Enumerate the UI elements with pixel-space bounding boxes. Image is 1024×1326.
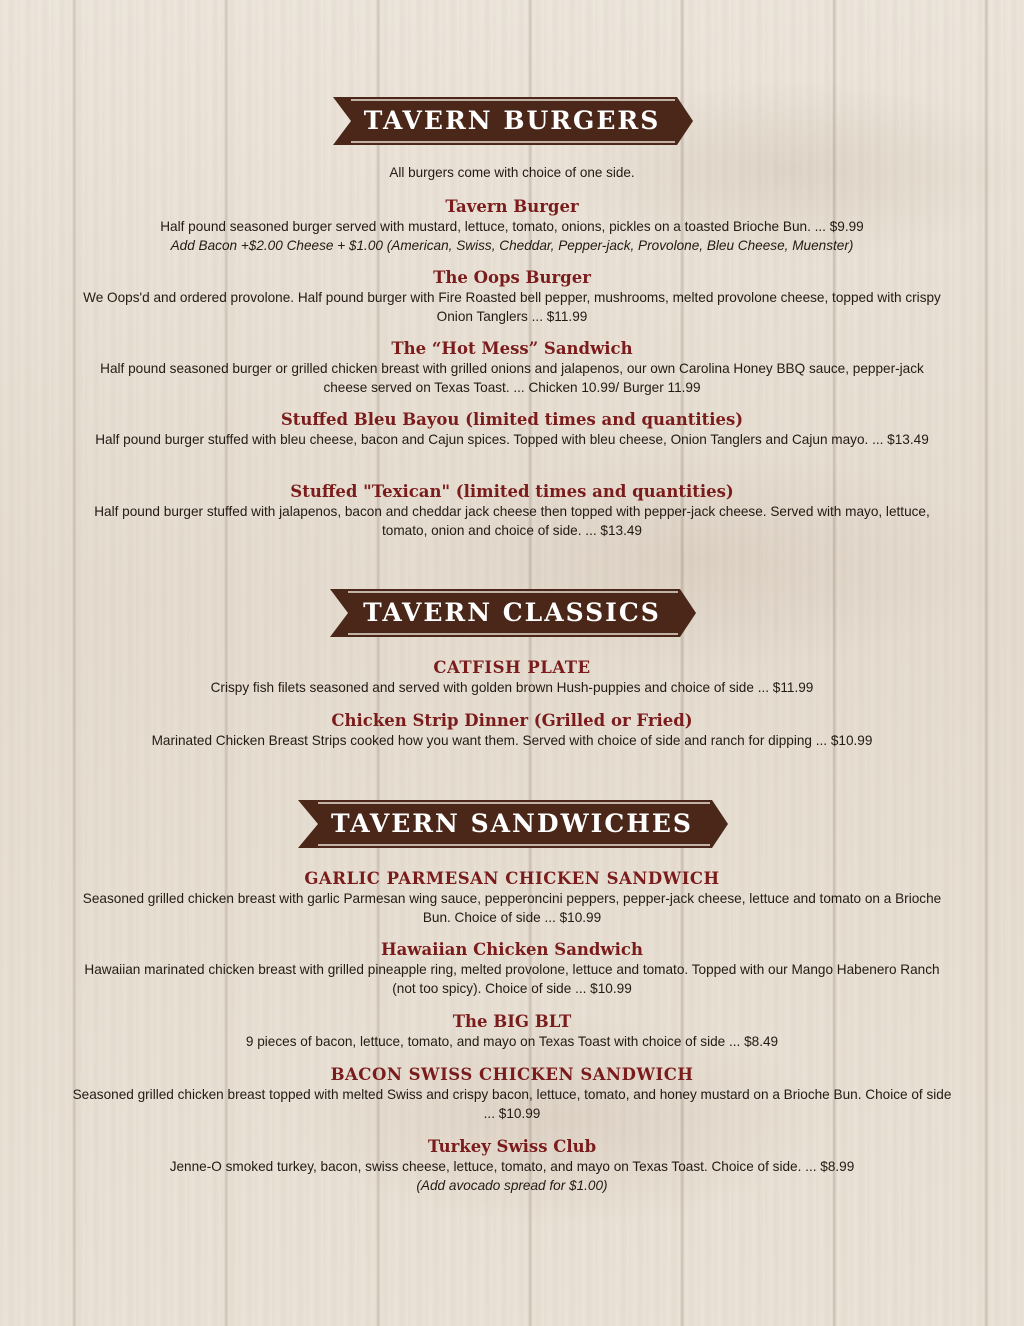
menu-item xyxy=(80,196,944,255)
menu-item-name: Chicken Strip Dinner (Grilled or Fried) xyxy=(331,711,693,730)
menu-item-description: Half pound seasoned burger served with mustard, lettuce, tomato, onions, pickles on a toasted Brioche Bun. ... $9.99 xyxy=(160,219,864,234)
menu-item-name: The BIG BLT xyxy=(452,1012,572,1031)
menu-item-description: Half pound burger stuffed with bleu cheese, bacon and Cajun spices. Topped with bleu cheese, Onion Tanglers and Cajun mayo. ... $13.49 xyxy=(95,432,929,447)
burgers-side-note: All burgers come with choice of one side. xyxy=(389,165,635,180)
menu-item xyxy=(80,481,944,540)
menu-item-addons: Add Bacon +$2.00 Cheese + $1.00 (American, Swiss, Cheddar, Pepper-jack, Provolone, Bleu Cheese, Muenster) xyxy=(170,237,854,253)
menu-item xyxy=(80,338,944,397)
menu-item xyxy=(72,1064,952,1123)
menu-item xyxy=(80,657,944,698)
section-title-sandwiches: TAVERN SANDWICHES xyxy=(331,809,693,838)
menu-item-name: Tavern Burger xyxy=(445,197,579,216)
section-banner-sandwiches xyxy=(0,797,1024,851)
menu-item-description: Seasoned grilled chicken breast topped with melted Swiss and crispy bacon, lettuce, tomato, and honey mustard on a Brioche Bun. Choice of side ... $10.99 xyxy=(72,1087,952,1121)
menu-item-description: Seasoned grilled chicken breast with garlic Parmesan wing sauce, pepperoncini peppers, pepper-jack cheese, lettuce and tomato on a Brioche Bun. Choice of side ... $10.99 xyxy=(82,891,942,925)
section-banner-burgers xyxy=(0,94,1024,148)
menu-item-description: Crispy fish filets seasoned and served with golden brown Hush-puppies and choice of side ... $11.99 xyxy=(210,680,814,695)
menu-item xyxy=(80,1136,944,1195)
menu-item-description: Half pound seasoned burger or grilled chicken breast with grilled onions and jalapenos, our own Carolina Honey BBQ sauce, pepper-jack cheese served on Texas Toast. ... Chicken 10.99/ Burger 11.99 xyxy=(100,361,924,395)
menu-item-name: Stuffed Bleu Bayou (limited times and quantities) xyxy=(280,410,744,429)
section-title-burgers: TAVERN BURGERS xyxy=(363,106,661,135)
menu-item-description: Marinated Chicken Breast Strips cooked how you want them. Served with choice of side and ranch for dipping ... $10.99 xyxy=(151,733,873,748)
menu-item xyxy=(80,267,944,326)
menu-item-description: We Oops'd and ordered provolone. Half pound burger with Fire Roasted bell pepper, mushrooms, melted provolone cheese, topped with crispy Onion Tanglers ... $11.99 xyxy=(83,290,941,324)
menu-item xyxy=(80,939,944,998)
menu-item-name: Turkey Swiss Club xyxy=(427,1137,597,1156)
menu-item-description: 9 pieces of bacon, lettuce, tomato, and mayo on Texas Toast with choice of side ... $8.49 xyxy=(245,1034,779,1049)
menu-item xyxy=(80,710,944,751)
menu-item-name: The Oops Burger xyxy=(433,268,591,287)
menu-item xyxy=(80,868,944,927)
section-title-classics: TAVERN CLASSICS xyxy=(363,598,661,627)
menu-item-description: Jenne-O smoked turkey, bacon, swiss cheese, lettuce, tomato, and mayo on Texas Toast. Choice of side. ... $8.99 xyxy=(169,1159,855,1174)
menu-item-addons: (Add avocado spread for $1.00) xyxy=(416,1177,608,1193)
menu-item-name: Hawaiian Chicken Sandwich xyxy=(381,940,643,959)
menu-item-name: Stuffed "Texican" (limited times and quantities) xyxy=(290,482,734,501)
menu-item-description: Half pound burger stuffed with jalapenos, bacon and cheddar jack cheese then topped with pepper-jack cheese. Served with mayo, lettuce, tomato, onion and choice of side. ... $13.49 xyxy=(94,504,930,538)
menu-item-name: The “Hot Mess” Sandwich xyxy=(391,339,633,358)
section-banner-classics xyxy=(0,586,1024,640)
menu-item-name: BACON SWISS CHICKEN SANDWICH xyxy=(330,1065,694,1084)
menu-item-description: Hawaiian marinated chicken breast with grilled pineapple ring, melted provolone, lettuce and tomato. Topped with our Mango Habenero Ranch (not too spicy). Choice of side ... $10.99 xyxy=(84,962,940,996)
menu-item-name: CATFISH PLATE xyxy=(433,658,591,677)
menu-item xyxy=(80,1011,944,1052)
menu-item xyxy=(80,409,944,450)
menu-item-name: GARLIC PARMESAN CHICKEN SANDWICH xyxy=(304,869,720,888)
